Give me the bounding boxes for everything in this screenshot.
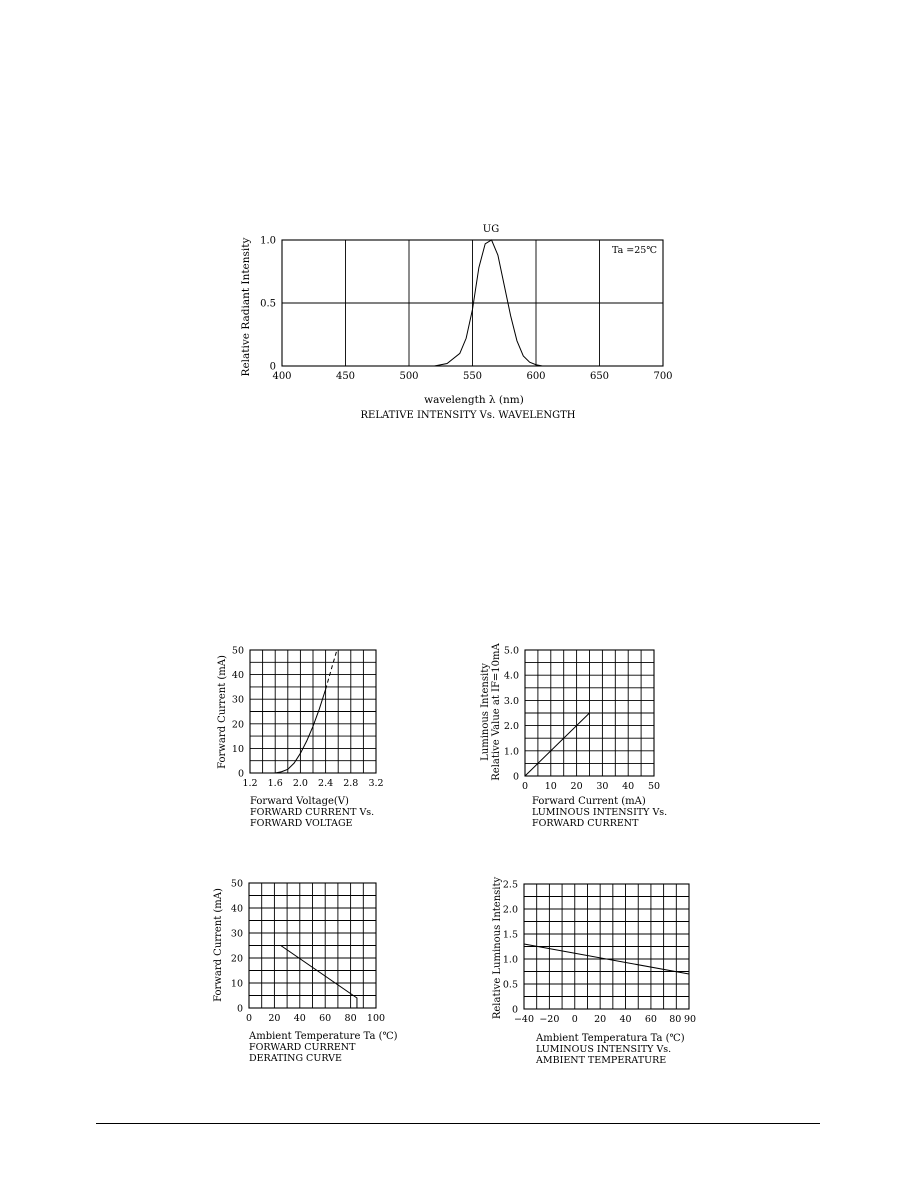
x-tick-label: 20 — [268, 1013, 280, 1024]
chart-title-line: LUMINOUS INTENSITY Vs. — [536, 1044, 671, 1055]
x-axis-label: Forward Voltage(V) — [250, 796, 349, 807]
y-tick-label: 1.5 — [503, 930, 518, 941]
series-line — [525, 713, 590, 776]
x-axis-label: wavelength λ (nm) — [424, 394, 524, 406]
y-axis-label: Forward Current (mA) — [213, 888, 224, 1002]
chart-title-line: FORWARD VOLTAGE — [250, 818, 353, 829]
y-tick-label: 0.5 — [503, 980, 518, 991]
x-tick-label: 700 — [653, 371, 672, 382]
series-label-ug: UG — [483, 224, 499, 235]
y-axis-label: Relative Luminous Intensity — [492, 876, 503, 1019]
y-tick-label: 30 — [231, 929, 243, 940]
x-tick-label: 400 — [272, 371, 291, 382]
series-line — [249, 946, 357, 1009]
x-tick-label: 40 — [619, 1014, 631, 1025]
y-tick-label: 4.0 — [504, 671, 519, 682]
x-tick-label: 1.2 — [242, 778, 257, 789]
y-tick-label: 0 — [513, 772, 519, 783]
y-tick-label: 2.0 — [503, 905, 518, 916]
x-tick-label: 80 — [345, 1013, 357, 1024]
y-tick-label: 2.5 — [503, 880, 518, 891]
y-tick-label: 20 — [231, 954, 243, 965]
x-tick-label: 650 — [590, 371, 609, 382]
x-tick-label: 100 — [367, 1013, 385, 1024]
x-tick-label: 0 — [522, 781, 528, 792]
x-tick-label: 10 — [545, 781, 557, 792]
x-tick-label: 550 — [463, 371, 482, 382]
x-tick-label: 80 — [669, 1014, 681, 1025]
x-tick-label: 60 — [319, 1013, 331, 1024]
x-tick-label: 0 — [246, 1013, 252, 1024]
y-axis-label-line: Relative Value at IF=10mA — [491, 643, 502, 781]
chart-title-line: FORWARD CURRENT — [532, 818, 639, 829]
y-tick-label: 50 — [231, 879, 243, 890]
x-tick-label: 30 — [596, 781, 608, 792]
x-tick-label: 60 — [645, 1014, 657, 1025]
chart-spectrum — [240, 224, 673, 421]
y-tick-label: 20 — [232, 719, 244, 730]
chart-iv — [217, 646, 384, 830]
y-tick-label: 0 — [238, 769, 244, 780]
x-axis-label: Forward Current (mA) — [532, 796, 646, 807]
y-tick-label: 10 — [231, 979, 243, 990]
series-line — [326, 650, 337, 689]
x-tick-label: 40 — [622, 781, 634, 792]
y-axis-label-line: Luminous Intensity — [480, 663, 491, 761]
chart-title-line: LUMINOUS INTENSITY Vs. — [532, 807, 667, 818]
y-tick-label: 3.0 — [504, 696, 519, 707]
y-tick-label: 1.0 — [504, 746, 519, 757]
x-tick-label: 40 — [294, 1013, 306, 1024]
condition-label: Ta =25℃ — [612, 245, 657, 256]
x-tick-label: 3.2 — [368, 778, 383, 789]
y-tick-label: 50 — [232, 646, 244, 657]
x-tick-label: 0 — [572, 1014, 578, 1025]
x-tick-label: 1.6 — [268, 778, 283, 789]
chart-derating — [213, 879, 398, 1065]
y-axis-label: Forward Current (mA) — [217, 655, 228, 769]
y-tick-label: 1.0 — [503, 955, 518, 966]
chart-title-line: FORWARD CURRENT — [249, 1042, 356, 1053]
x-tick-label: 20 — [594, 1014, 606, 1025]
x-axis-label: Ambient Temperatura Ta (℃) — [535, 1033, 685, 1044]
x-tick-label: 450 — [336, 371, 355, 382]
x-axis-label: Ambient Temperature Ta (℃) — [248, 1031, 398, 1042]
chart-title-line: DERATING CURVE — [249, 1053, 342, 1064]
y-axis-label — [480, 643, 502, 781]
chart-title: RELATIVE INTENSITY Vs. WAVELENGTH — [361, 410, 576, 421]
y-tick-label: 1.0 — [260, 236, 276, 247]
y-tick-label: 10 — [232, 744, 244, 755]
y-tick-label: 40 — [231, 904, 243, 915]
x-tick-label: 2.4 — [318, 778, 333, 789]
y-tick-label: 0 — [270, 362, 276, 373]
x-tick-label: −20 — [539, 1014, 559, 1025]
y-tick-label: 2.0 — [504, 721, 519, 732]
y-tick-label: 5.0 — [504, 646, 519, 657]
y-tick-label: 0 — [237, 1004, 243, 1015]
x-tick-label: 50 — [648, 781, 660, 792]
x-tick-label: 90 — [684, 1014, 696, 1025]
x-tick-label: 20 — [571, 781, 583, 792]
y-axis-label: Relative Radiant Intensity — [240, 238, 252, 377]
chart-title-line: AMBIENT TEMPERATURE — [535, 1055, 666, 1066]
y-tick-label: 0 — [512, 1005, 518, 1016]
x-tick-label: 500 — [399, 371, 418, 382]
y-tick-label: 0.5 — [260, 299, 276, 310]
chart-lv_ta — [492, 876, 696, 1066]
x-tick-label: 2.0 — [293, 778, 308, 789]
y-tick-label: 40 — [232, 670, 244, 681]
x-tick-label: 600 — [526, 371, 545, 382]
chart-title-line: FORWARD CURRENT Vs. — [250, 807, 374, 818]
x-tick-label: 2.8 — [343, 778, 358, 789]
footer-rule — [96, 1123, 820, 1124]
chart-lv_if — [480, 643, 667, 829]
x-tick-label: −40 — [514, 1014, 534, 1025]
y-tick-label: 30 — [232, 695, 244, 706]
